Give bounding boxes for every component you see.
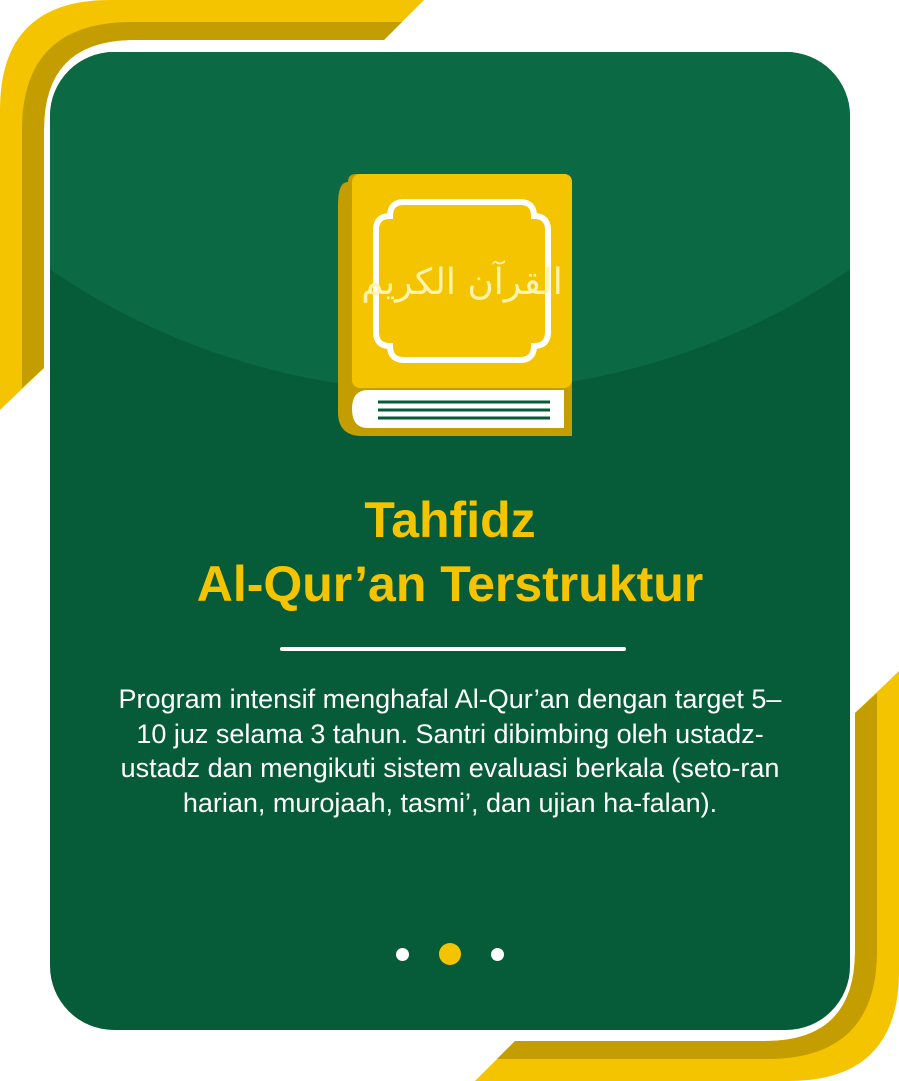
carousel-indicator (50, 942, 850, 966)
card-title-line1: Tahfidz (364, 492, 536, 548)
carousel-dot-1[interactable] (396, 948, 409, 961)
card-title-line2: Al-Qur’an Terstruktur (196, 556, 704, 612)
card-title (50, 488, 850, 616)
card-description: Program intensif menghafal Al-Qur’an dengan target 5–10 juz selama 3 tahun. Santri dibimbing oleh ustadz-ustadz dan mengikuti sistem evaluasi berkala (seto-ran harian, murojaah, tasmi’, dan ujian ha-falan). (118, 684, 782, 818)
svg-text:القرآن الكريم: القرآن الكريم (361, 262, 563, 303)
title-divider (280, 647, 626, 651)
quran-book-icon (338, 174, 572, 436)
carousel-dot-3[interactable] (491, 948, 504, 961)
feature-card (50, 52, 850, 1030)
carousel-dot-2-active[interactable] (439, 943, 461, 965)
